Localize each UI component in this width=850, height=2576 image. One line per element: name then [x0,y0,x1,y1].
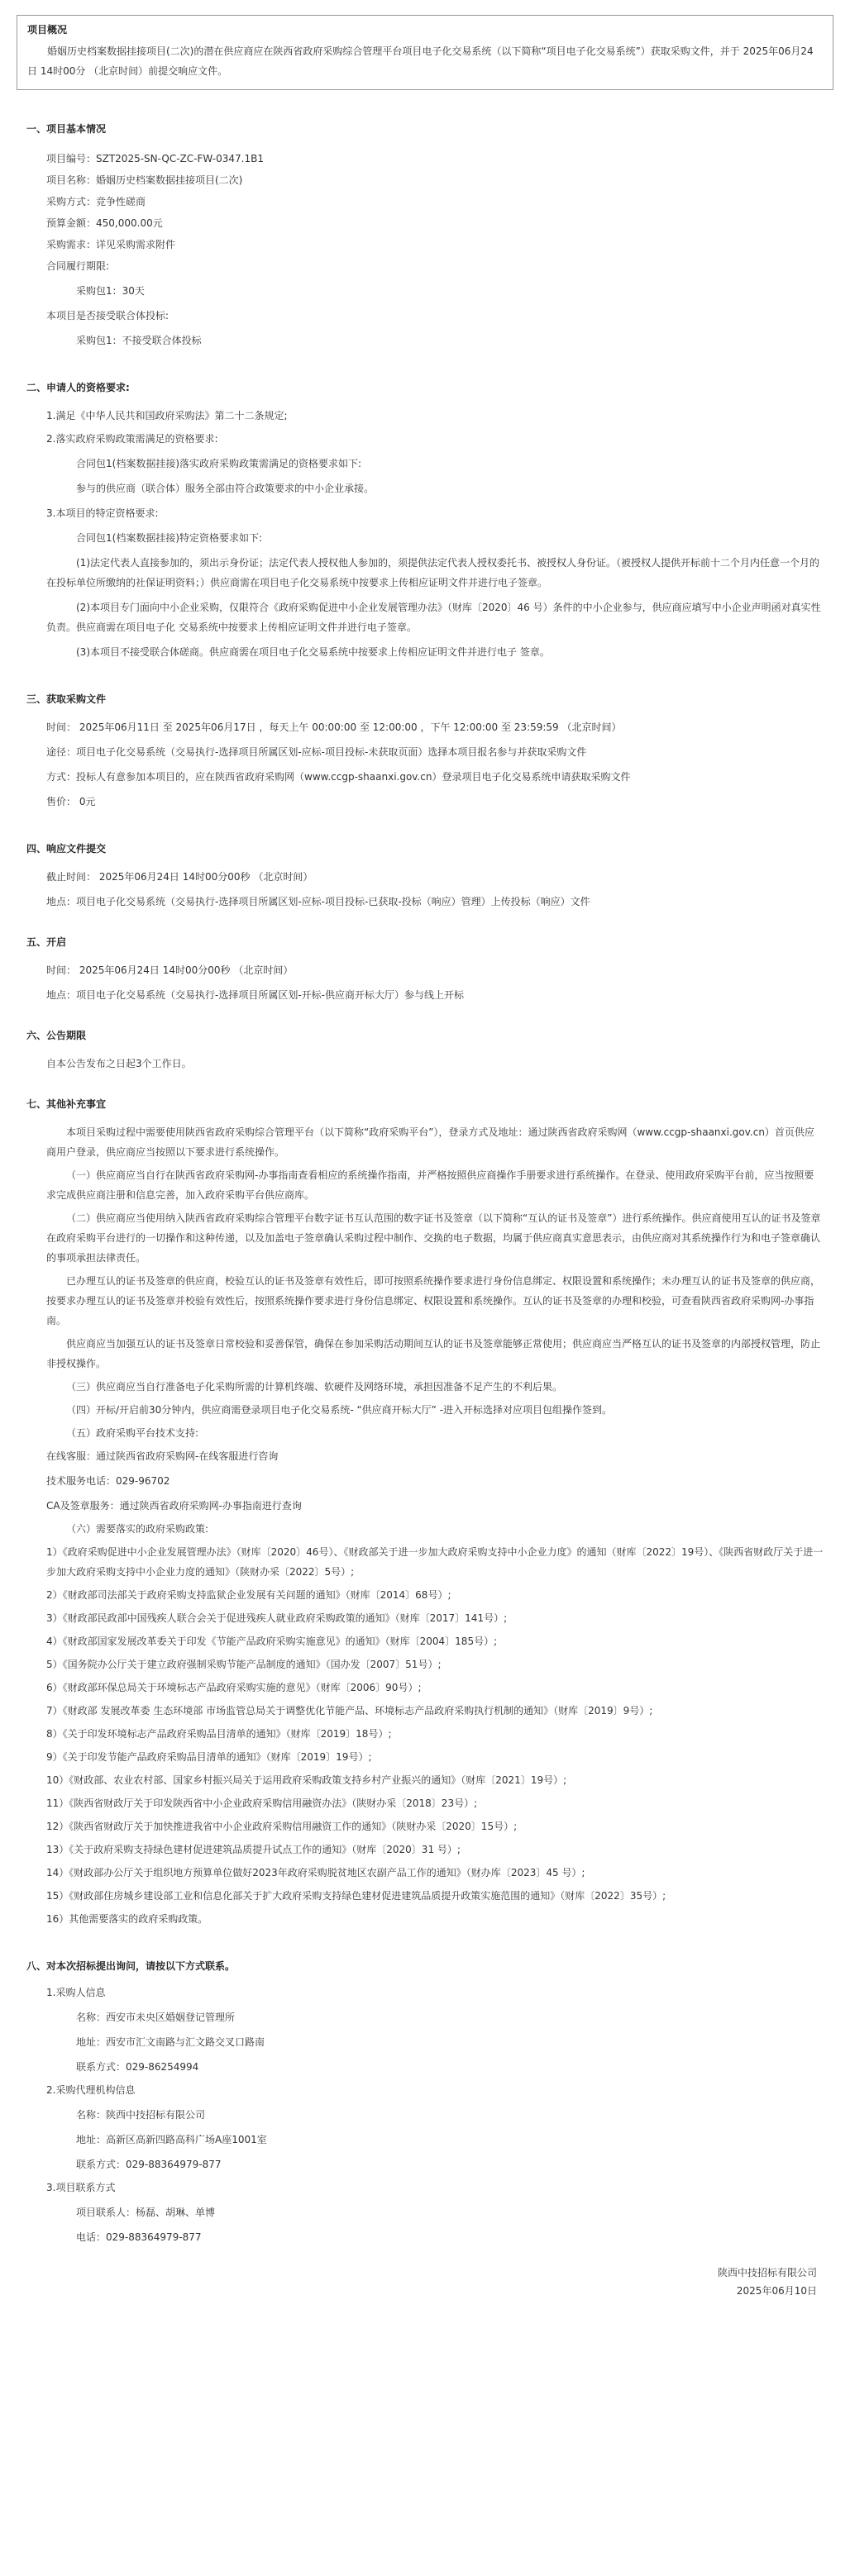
section-title: 八、对本次招标提出询问，请按以下方式联系。 [26,1960,236,1972]
online-service: 在线客服：通过陕西省政府采购网-在线客服进行咨询 [46,1450,279,1462]
section-basic-info [26,121,824,349]
qualification-item: 3.本项目的特定资格要求: [46,507,159,519]
policy-item: 10）《财政部、农业农村部、国家乡村振兴局关于运用政府采购政策支持乡村产业振兴的通知》（财库〔2021〕19号）; [46,1774,567,1786]
qualification-item: (2)本项目专门面向中小企业采购，仅限符合《政府采购促进中小企业发展管理办法》（财库〔2020〕46 号）条件的中小企业参与，供应商应填写中小企业声明函对真实性负责。供应商需在项目电子化 交易系统中按要求上传相应证明文件并进行电子签章。 [46,602,821,633]
ca-service: CA及签章服务：通过陕西省政府采购网-办事指南进行查询 [46,1500,302,1512]
policy-item: 12）《陕西省财政厅关于加快推进我省中小企业政府采购信用融资工作的通知》（陕财办采〔2020〕15号）; [46,1821,518,1832]
signature-date: 2025年06月10日 [736,2285,817,2297]
other-paragraph: 本项目采购过程中需要使用陕西省政府采购综合管理平台（以下简称“政府采购平台”），登录方式及地址：通过陕西省政府采购网（www.ccgp-shaanxi.gov.cn）首页供应商用户登录，供应商应当按照以下要求进行系统操作。 [46,1126,814,1158]
policy-item: 11）《陕西省财政厅关于印发陕西省中小企业政府采购信用融资办法》（陕财办采〔2018〕23号）; [46,1797,478,1809]
section-title: 四、响应文件提交 [26,843,107,855]
consortium-value: 采购包1：不接受联合体投标 [76,335,202,346]
purchaser-phone: 联系方式：029-86254994 [76,2061,199,2073]
procurement-method: 采购方式：竞争性磋商 [46,196,146,207]
section-title: 二、申请人的资格要求: [26,382,130,393]
obtain-time: 时间： 2025年06月11日 至 2025年06月17日 ，每天上午 00:00:00 至 12:00:00 ，下午 12:00:00 至 23:59:59 （北京时间） [46,721,622,733]
policy-item: 16）其他需要落实的政府采购政策。 [46,1913,208,1925]
policy-item: 3）《财政部民政部中国残疾人联合会关于促进残疾人就业政府采购政策的通知》（财库〔2017〕141号）; [46,1612,508,1624]
other-paragraph: （一）供应商应当自行在陕西省政府采购网-办事指南查看相应的系统操作指南，并严格按照供应商操作手册要求进行系统操作。在登录、使用政府采购平台前，应当按照要求完成供应商注册和信息完善，加入政府采购平台供应商库。 [46,1169,814,1201]
consortium-label: 本项目是否接受联合体投标: [46,310,170,321]
policy-item: 2）《财政部司法部关于政府采购支持监狱企业发展有关问题的通知》（财库〔2014〕68号）; [46,1589,451,1601]
policy-item: 4）《财政部国家发展改革委关于印发《节能产品政府采购实施意见》的通知》（财库〔2004〕185号）; [46,1636,498,1647]
obtain-place: 途径：项目电子化交易系统（交易执行-选择项目所属区划-应标-项目投标-未获取页面）选择本项目报名参与并获取采购文件 [46,746,587,758]
project-name: 项目名称：婚姻历史档案数据挂接项目(二次) [46,174,243,186]
policy-item: 13）《关于政府采购支持绿色建材促进建筑品质提升试点工作的通知》（财库〔2020〕31 号）; [46,1844,461,1855]
qualification-item: 1.满足《中华人民共和国政府采购法》第二十二条规定; [46,410,288,421]
tech-service-phone: 技术服务电话：029-96702 [46,1475,170,1487]
policy-item: 6）《财政部环保总局关于环境标志产品政府采购实施的意见》（财库〔2006〕90号）; [46,1682,422,1693]
project-contact-phone: 电话：029-88364979-877 [76,2231,202,2243]
other-paragraph: 已办理互认的证书及签章的供应商，校验互认的证书及签章有效性后，即可按照系统操作要求进行身份信息绑定、权限设置和系统操作；未办理互认的证书及签章的供应商，按要求办理互认的证书及签章并校验有效性后，按照系统操作要求进行身份信息绑定、权限设置和系统操作。互认的证书及签章的办理和校验，可查看陕西省政府采购网-办事指南。 [46,1275,821,1326]
section-title: 七、其他补充事宜 [26,1098,107,1110]
section-notice-period [26,1028,824,1072]
section-opening [26,935,824,1003]
submission-place: 地点：项目电子化交易系统（交易执行-选择项目所属区划-应标-项目投标-已获取-投标（响应）管理）上传投标（响应）文件 [46,896,590,907]
policy-list [26,1542,824,1929]
section-submission [26,841,824,910]
other-paragraph: 供应商应当加强互认的证书及签章日常校验和妥善保管，确保在参加采购活动期间互认的证书及签章能够正常使用；供应商应当严格互认的证书及签章的内部授权管理，防止非授权操作。 [46,1338,821,1369]
qualification-item: 合同包1(档案数据挂接)落实政府采购政策需满足的资格要求如下: [76,458,362,469]
section-title: 五、开启 [26,936,67,948]
overview-title: 项目概况 [27,24,68,36]
opening-place: 地点：项目电子化交易系统（交易执行-选择项目所属区划-开标-供应商开标大厅）参与线上开标 [46,989,464,1001]
other-paragraph: （三）供应商应当自行准备电子化采购所需的计算机终端、软硬件及网络环境，承担因准备不足产生的不利后果。 [66,1381,563,1393]
other-paragraph: （二）供应商应当使用纳入陕西省政府采购综合管理平台数字证书互认范围的数字证书及签章（以下简称“互认的证书及签章”）进行系统操作。供应商使用互认的证书及签章在政府采购平台进行的一切操作和这种传递，以及加盖电子签章确认采购过程中制作、交换的电子数据，均属于供应商真实意思表示，由供应商对其系统操作行为和电子签章确认的事项承担法律责任。 [46,1212,821,1264]
agency-address: 地址：高新区高新四路高科广场A座1001室 [76,2134,267,2145]
section-title: 六、公告期限 [26,1030,87,1041]
budget-amount: 预算金额：450,000.00元 [46,217,163,229]
other-paragraph: （四）开标/开启前30分钟内，供应商需登录项目电子化交易系统- “供应商开标大厅” -进入开标选择对应项目包组操作签到。 [66,1404,613,1416]
section-qualification [26,380,824,662]
contract-term-value: 采购包1：30天 [76,285,145,297]
project-contact-heading: 3.项目联系方式 [46,2182,116,2193]
overview-text: 婚姻历史档案数据挂接项目(二次)的潜在供应商应在陕西省政府采购综合管理平台项目电子化交易系统（以下简称“项目电子化交易系统”）获取采购文件，并于 2025年06月24日 14时00分 （北京时间）前提交响应文件。 [27,45,814,77]
section-title: 一、项目基本情况 [26,123,107,135]
section-obtain-docs [26,692,824,810]
qualification-item: (1)法定代表人直接参加的，须出示身份证；法定代表人授权他人参加的，须提供法定代表人授权委托书、被授权人身份证。（被授权人提供开标前十二个月内任意一个月的在投标单位所缴纳的社保证明资料；）供应商需在项目电子化交易系统中按要求上传相应证明文件并进行电子签章。 [46,557,820,588]
section-contact [26,1959,824,2245]
agency-phone: 联系方式：029-88364979-877 [76,2159,222,2170]
obtain-way: 方式：投标人有意参加本项目的，应在陕西省政府采购网（www.ccgp-shaanxi.gov.cn）登录项目电子化交易系统申请获取采购文件 [46,771,631,783]
opening-time: 时间： 2025年06月24日 14时00分00秒 （北京时间） [46,964,294,976]
policy-item: 8）《关于印发环境标志产品政府采购品目清单的通知》（财库〔2019〕18号）; [46,1728,392,1740]
qualification-item: 合同包1(档案数据挂接)特定资格要求如下: [76,532,263,544]
policy-item: 14）《财政部办公厅关于组织地方预算单位做好2023年政府采购脱贫地区农副产品工作的通知》（财办库〔2023〕45 号）; [46,1867,585,1878]
purchaser-name: 名称：西安市未央区婚姻登记管理所 [76,2012,236,2023]
other-paragraph: （六）需要落实的政府采购政策: [66,1523,209,1535]
notice-period-text: 自本公告发布之日起3个工作日。 [46,1058,192,1069]
signature-company: 陕西中技招标有限公司 [717,2267,817,2278]
policy-item: 15）《财政部住房城乡建设部工业和信息化部关于扩大政府采购支持绿色建材促进建筑品质提升政策实施范围的通知》（财库〔2022〕35号）; [46,1890,666,1902]
purchaser-address: 地址：西安市汇文南路与汇文路交叉口路南 [76,2036,265,2048]
purchaser-heading: 1.采购人信息 [46,1987,106,1998]
policy-item: 5）《国务院办公厅关于建立政府强制采购节能产品制度的通知》（国办发〔2007〕51号）; [46,1659,442,1670]
procurement-need: 采购需求：详见采购需求附件 [46,239,176,250]
contract-term-label: 合同履行期限: [46,260,110,272]
project-contact-people: 项目联系人：杨磊、胡琳、单博 [76,2207,216,2218]
submission-deadline: 截止时间： 2025年06月24日 14时00分00秒 （北京时间） [46,871,313,883]
policy-item: 7）《财政部 发展改革委 生态环境部 市场监管总局关于调整优化节能产品、环境标志产品政府采购执行机制的通知》（财库〔2019〕9号）; [46,1705,653,1717]
obtain-price: 售价： 0元 [46,796,96,807]
qualification-item: 参与的供应商（联合体）服务全部由符合政策要求的中小企业承接。 [76,483,375,494]
policy-item: 9）《关于印发节能产品政府采购品目清单的通知》（财库〔2019〕19号）; [46,1751,372,1763]
section-title: 三、获取采购文件 [26,693,107,705]
signature-block [0,2264,850,2300]
qualification-item: (3)本项目不接受联合体磋商。供应商需在项目电子化交易系统中按要求上传相应证明文件并进行电子 签章。 [76,646,550,658]
agency-name: 名称：陕西中技招标有限公司 [76,2109,206,2121]
agency-heading: 2.采购代理机构信息 [46,2084,136,2096]
section-other-matters [26,1097,824,1929]
overview-box [17,15,833,90]
qualification-item: 2.落实政府采购政策需满足的资格要求: [46,433,218,445]
announcement-page [0,15,850,2576]
project-number: 项目编号：SZT2025-SN-QC-ZC-FW-0347.1B1 [46,153,264,164]
other-paragraph: （五）政府采购平台技术支持: [66,1427,199,1439]
policy-item: 1）《政府采购促进中小企业发展管理办法》（财库〔2020〕46号）、《财政部关于进一步加大政府采购支持中小企业力度》的通知（财库〔2022〕19号）、《陕西省财政厅关于进一步加大政府采购支持中小企业力度的通知》（陕财办采〔2022〕5号）; [46,1546,824,1578]
